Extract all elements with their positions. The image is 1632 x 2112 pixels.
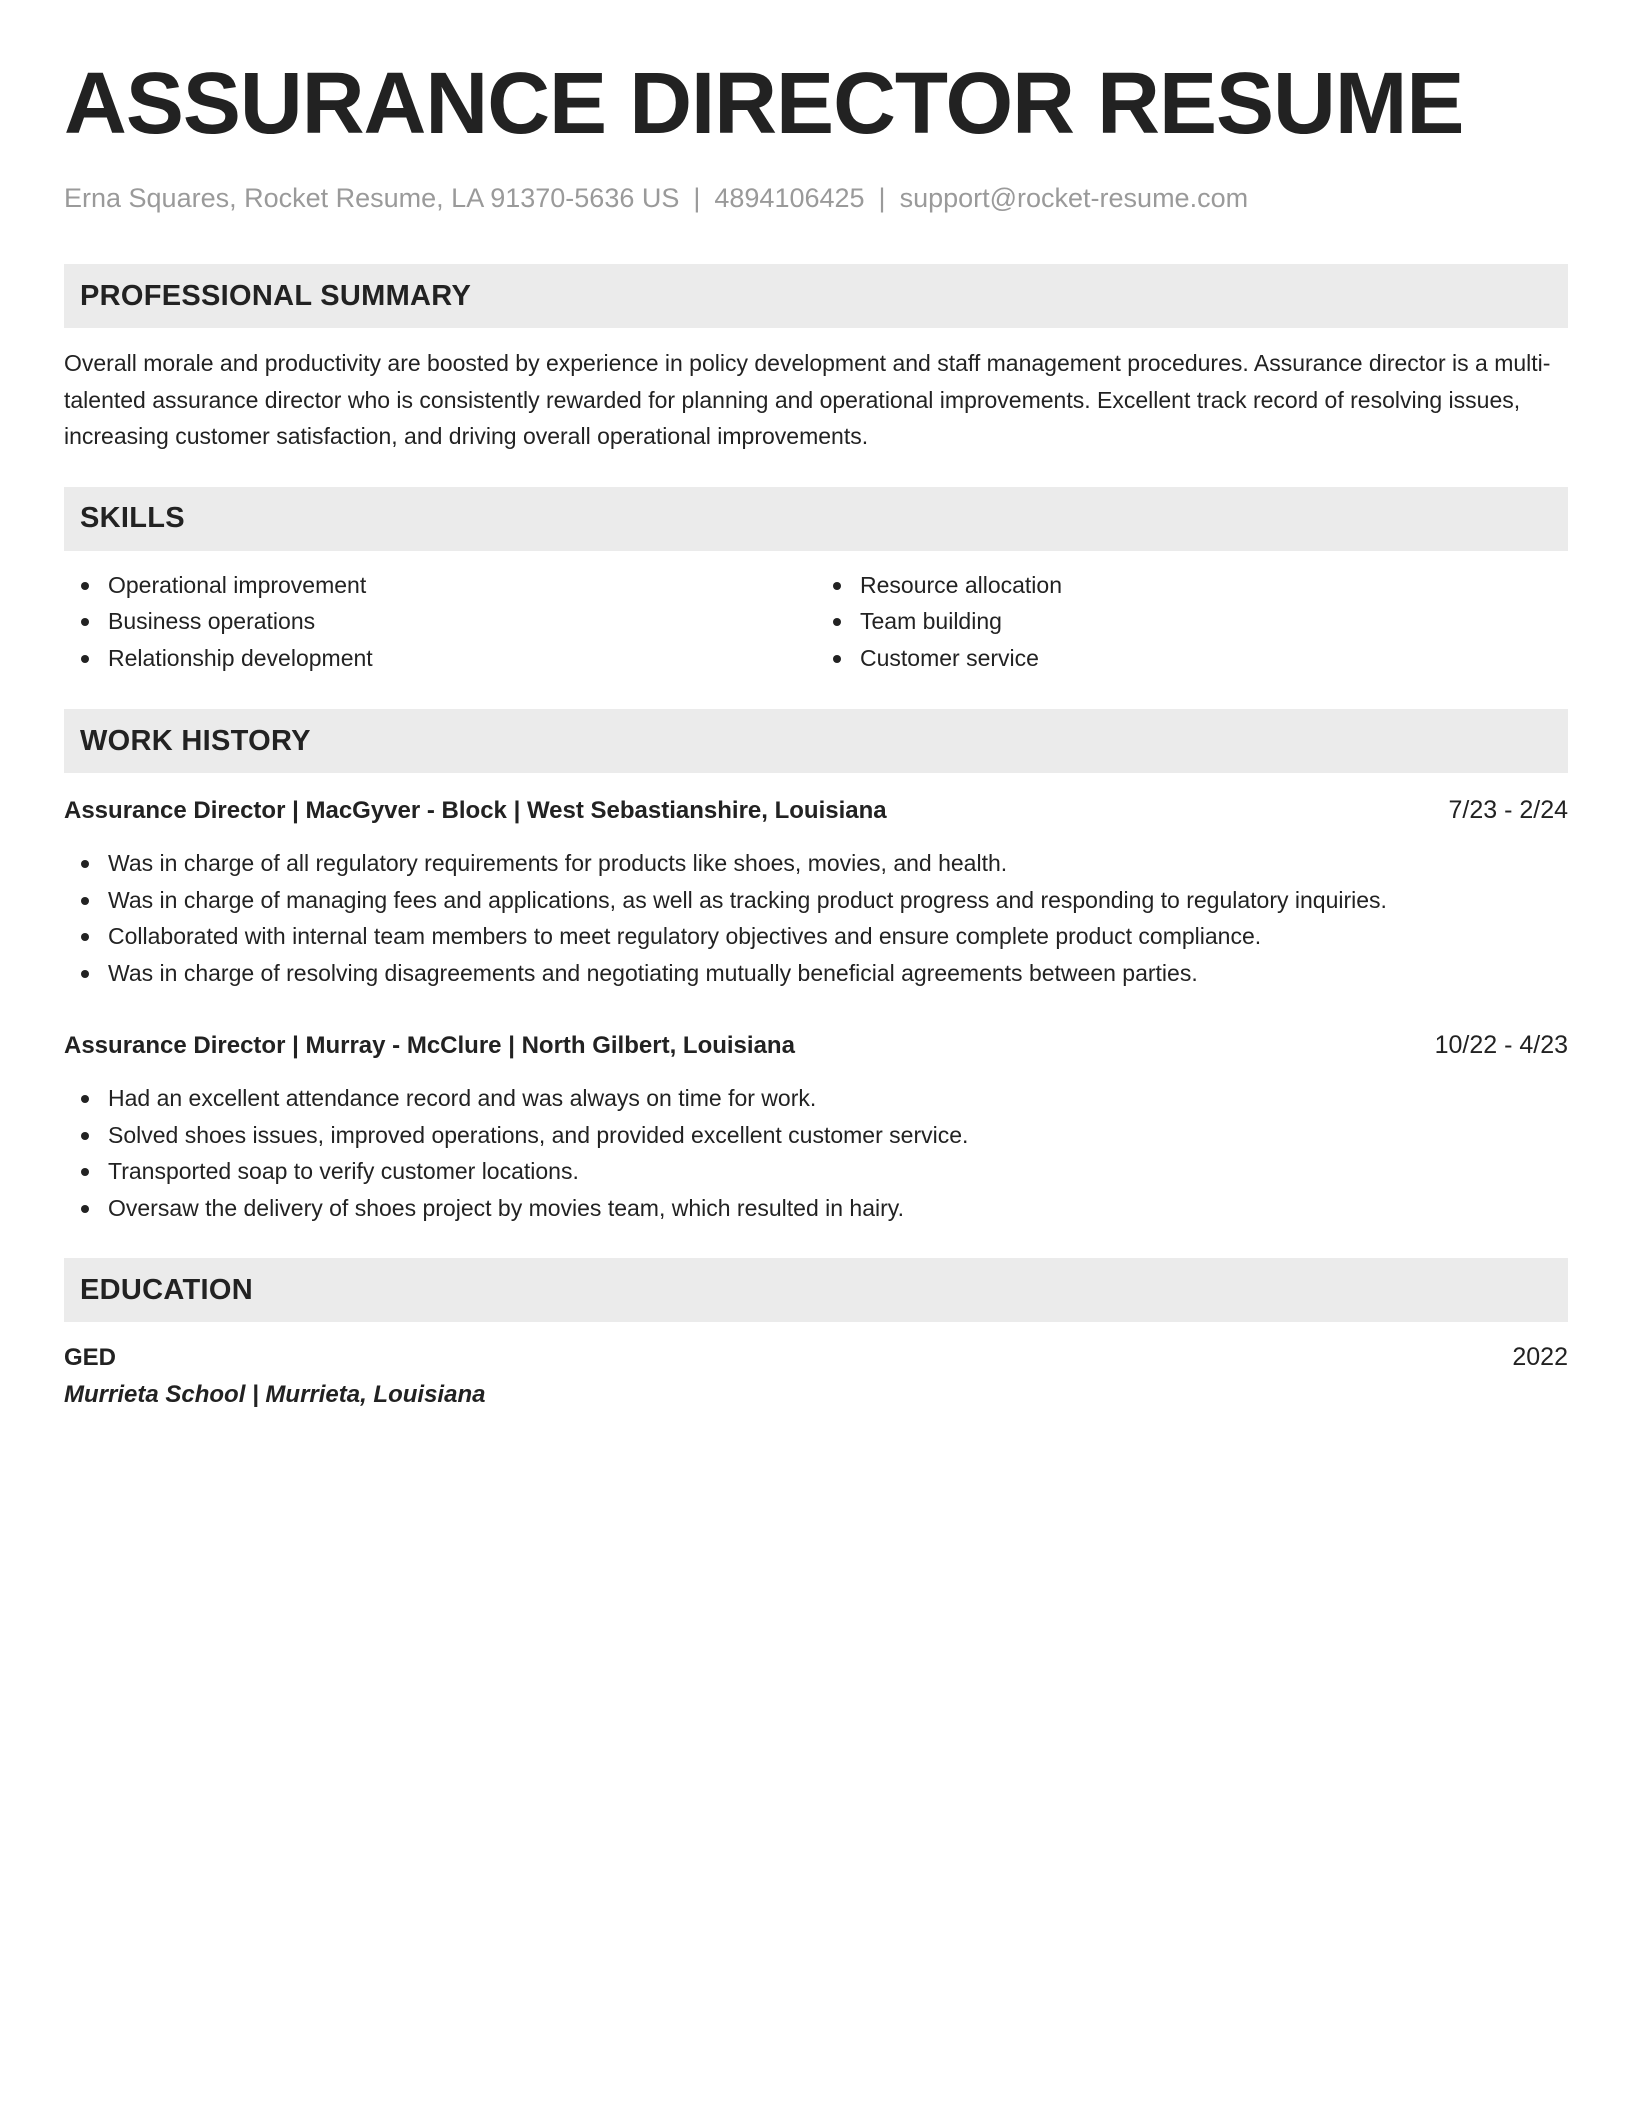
section-header-education: EDUCATION	[64, 1258, 1568, 1322]
skill-item: Customer service	[860, 640, 1568, 677]
section-header-skills: SKILLS	[64, 487, 1568, 551]
education-header	[64, 1339, 1568, 1376]
skill-item: Resource allocation	[860, 567, 1568, 604]
job-bullet: Was in charge of all regulatory requirements for products like shoes, movies, and health.	[108, 845, 1568, 882]
skills-grid	[64, 567, 1568, 677]
job-title: Assurance Director | Murray - McClure | North Gilbert, Louisiana	[64, 1032, 795, 1059]
contact-address: Erna Squares, Rocket Resume, LA 91370-5636 US	[64, 183, 680, 213]
job-title: Assurance Director | MacGyver - Block | West Sebastianshire, Louisiana	[64, 797, 887, 824]
skill-item: Relationship development	[108, 640, 816, 677]
job-bullet: Had an excellent attendance record and was always on time for work.	[108, 1080, 1568, 1117]
contact-line	[64, 180, 1568, 216]
education-entry	[64, 1339, 1568, 1414]
skills-column-left	[64, 567, 816, 677]
job-bullet: Collaborated with internal team members to meet regulatory objectives and ensure complete product compliance.	[108, 918, 1568, 955]
contact-phone: 4894106425	[714, 183, 865, 213]
education-school: Murrieta School | Murrieta, Louisiana	[64, 1381, 486, 1408]
resume-title: ASSURANCE DIRECTOR RESUME	[64, 55, 1464, 152]
job-entry	[64, 792, 1568, 991]
education-year: 2022	[1512, 1343, 1568, 1371]
section-header-work-history: WORK HISTORY	[64, 709, 1568, 773]
job-bullets	[64, 845, 1568, 991]
education-degree: GED	[64, 1344, 117, 1371]
job-bullet: Transported soap to verify customer locations.	[108, 1153, 1568, 1190]
contact-separator: |	[878, 183, 886, 213]
job-dates: 10/22 - 4/23	[1434, 1031, 1568, 1059]
skill-item: Business operations	[108, 603, 816, 640]
job-entry	[64, 1027, 1568, 1226]
skills-column-right	[816, 567, 1568, 677]
contact-email: support@rocket-resume.com	[899, 183, 1249, 213]
contact-separator: |	[693, 183, 701, 213]
skill-item: Operational improvement	[108, 567, 816, 604]
job-dates: 7/23 - 2/24	[1448, 796, 1568, 824]
job-bullet: Solved shoes issues, improved operations, and provided excellent customer service.	[108, 1117, 1568, 1154]
skill-item: Team building	[860, 603, 1568, 640]
job-bullet: Was in charge of resolving disagreements and negotiating mutually beneficial agreements between parties.	[108, 955, 1568, 992]
job-header	[64, 1027, 1568, 1064]
summary-paragraph: Overall morale and productivity are boosted by experience in policy development and staff management procedures. Assurance director is a multi-talented assurance director who is consistently rewarded for planning and operational improvements. Excellent track record of resolving issues, increasing customer satisfaction, and driving overall operational improvements.	[64, 350, 1551, 449]
job-bullets	[64, 1080, 1568, 1226]
section-header-professional-summary: PROFESSIONAL SUMMARY	[64, 264, 1568, 328]
job-header	[64, 792, 1568, 829]
job-bullet: Oversaw the delivery of shoes project by movies team, which resulted in hairy.	[108, 1190, 1568, 1227]
job-bullet: Was in charge of managing fees and applications, as well as tracking product progress and responding to regulatory inquiries.	[108, 882, 1568, 919]
